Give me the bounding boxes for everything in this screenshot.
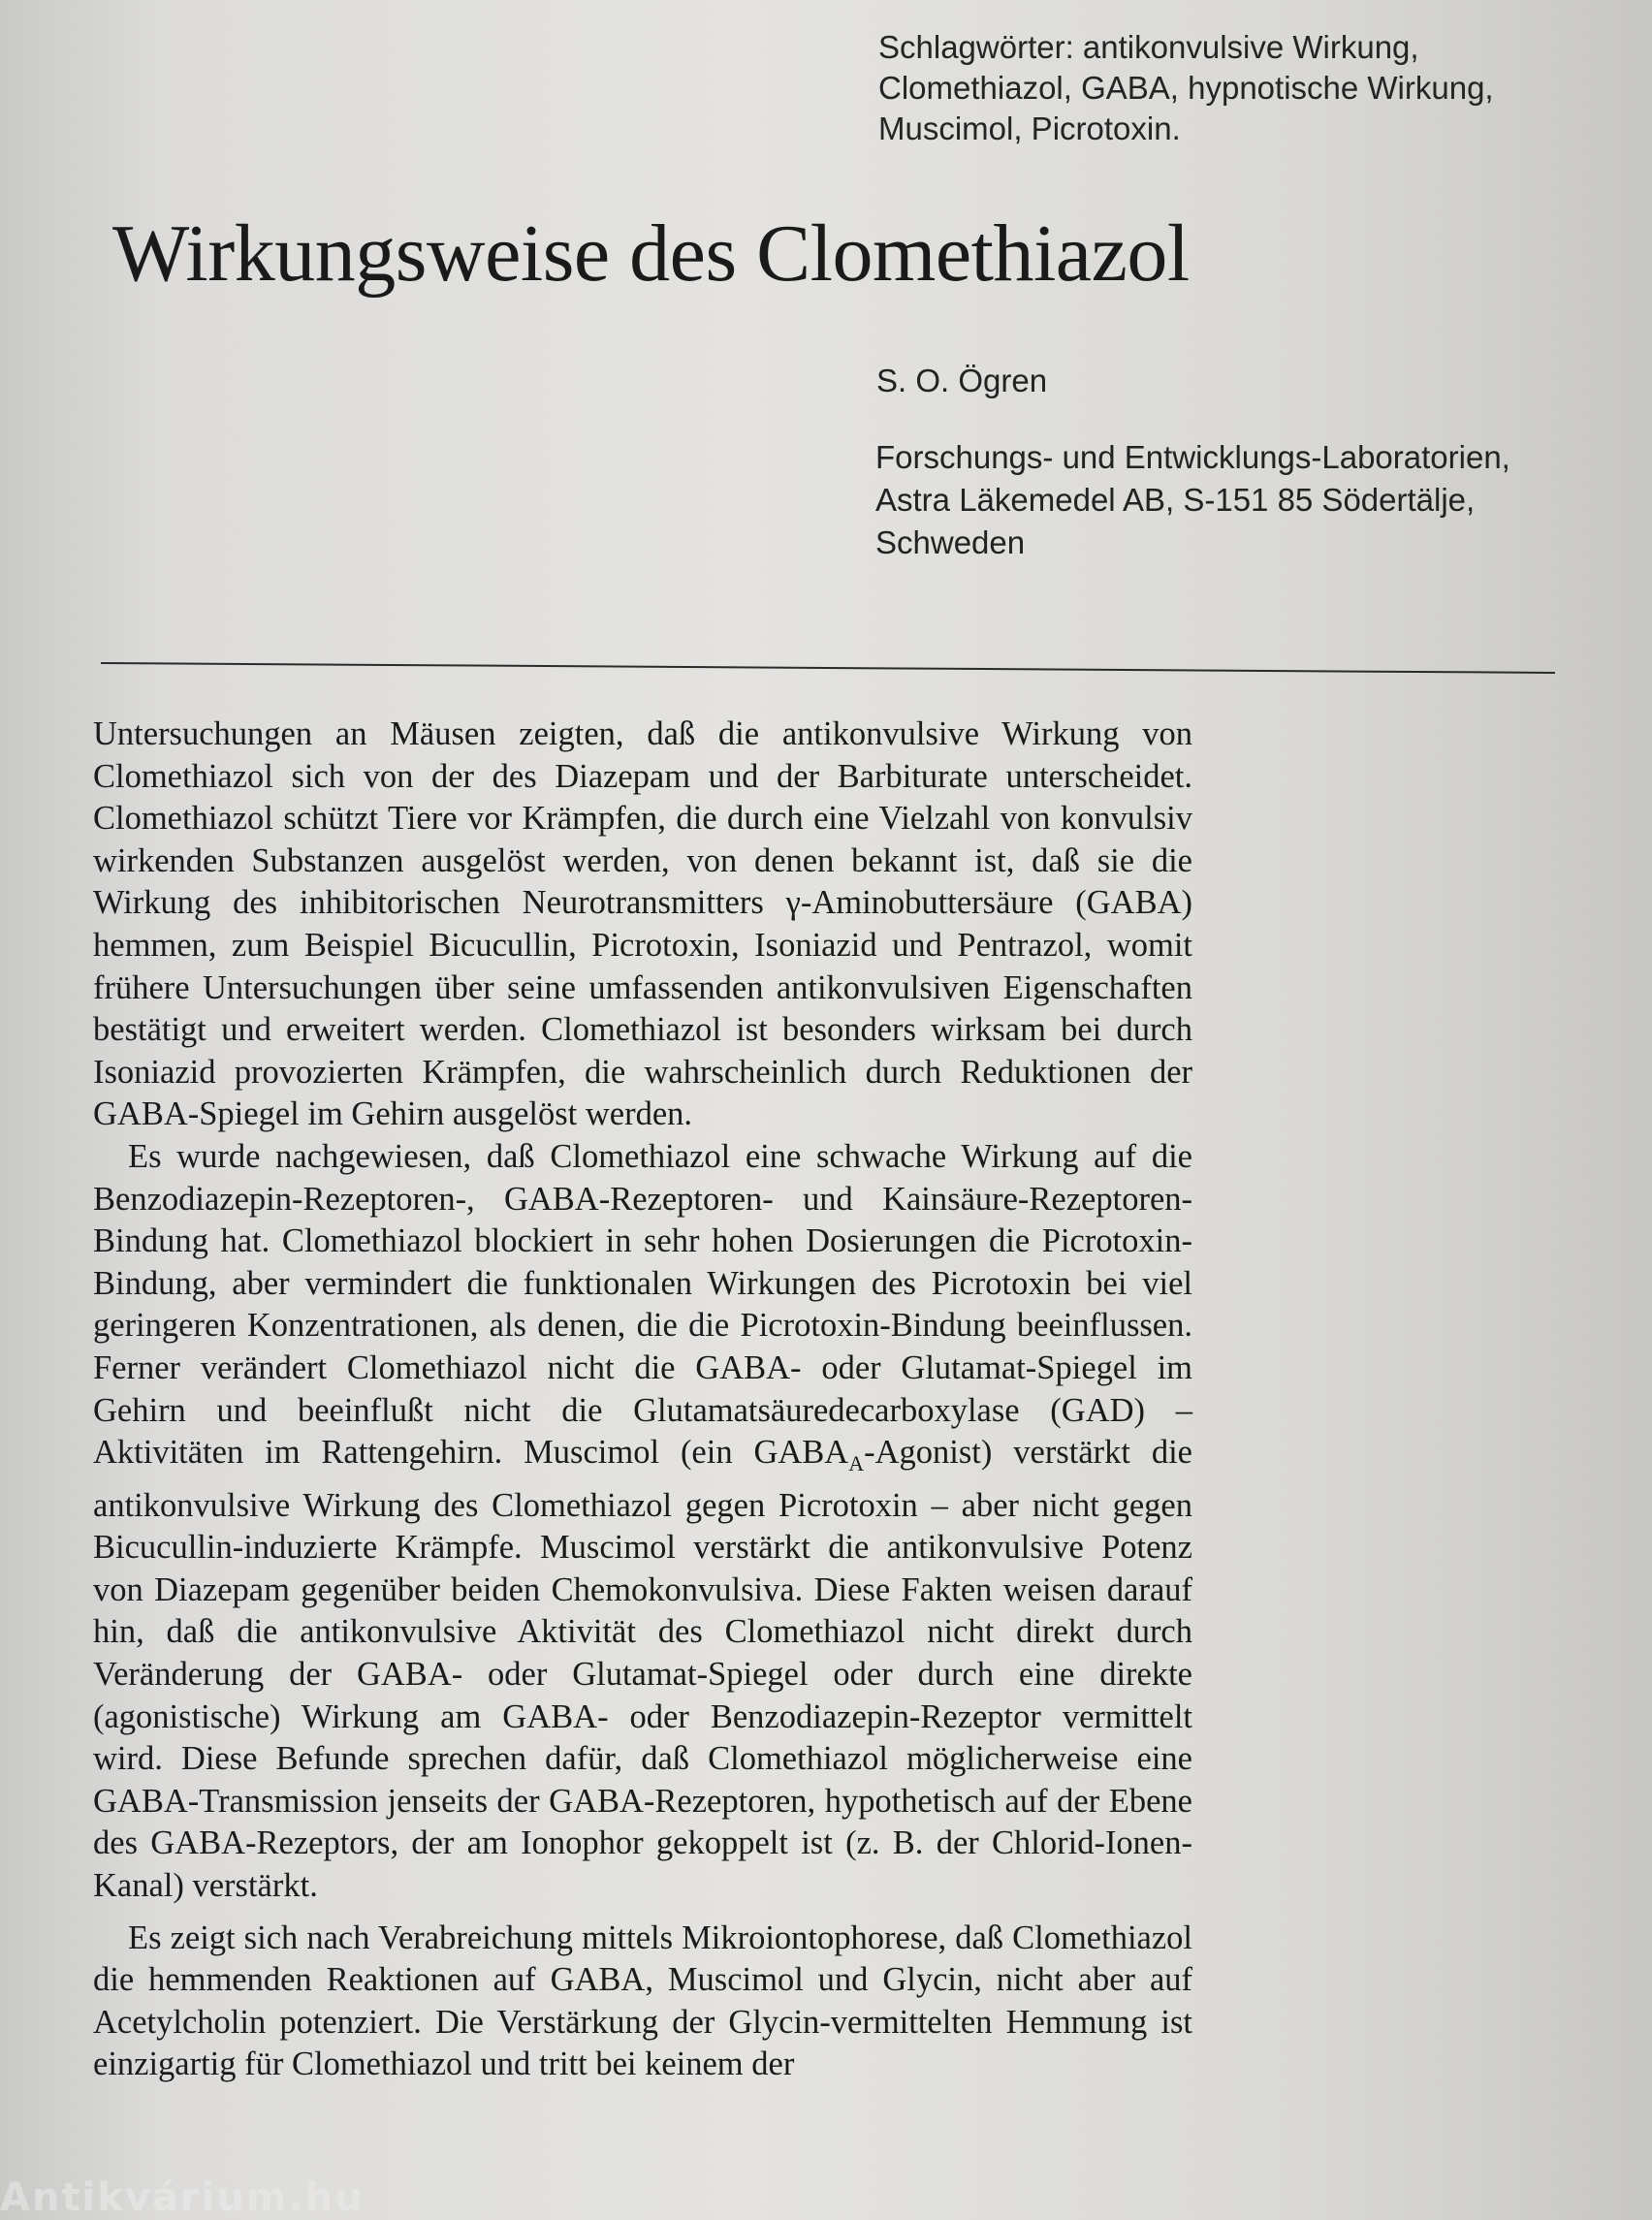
abstract-body — [93, 714, 1192, 2086]
horizontal-divider — [101, 662, 1555, 674]
article-title: Wirkungsweise des Clomethiazol — [112, 208, 1190, 299]
abstract-paragraph-1: Untersuchungen an Mäusen zeigten, daß die antikonvulsive Wirkung von Clomethiazol sich von der des Diazepam und der Barbiturate unterscheidet. Clomethiazol schützt Tiere vor Krämpfen, die durch eine Vielzahl von konvulsiv wirkenden Substanzen ausgelöst werden, von denen bekannt ist, daß sie die Wirkung des inhibitorischen Neurotransmitters γ-Aminobuttersäure (GABA) hemmen, zum Beispiel Bicucullin, Picrotoxin, Isoniazid und Pentrazol, womit frühere Untersuchungen über seine umfassenden antikonvulsiven Eigenschaften bestätigt und erweitert werden. Clomethiazol ist besonders wirksam bei durch Isoniazid provozierten Krämpfen, die wahrscheinlich durch Reduktionen der GABA-Spiegel im Gehirn ausgelöst werden. — [93, 715, 1192, 1133]
subscript: A — [848, 1450, 865, 1475]
author-affiliation — [875, 436, 1612, 564]
affiliation-line: Schweden — [875, 524, 1026, 560]
watermark: Antikvárium.hu — [0, 2175, 365, 2220]
keywords-line: Schlagwörter: antikonvulsive Wirkung, — [878, 29, 1419, 65]
paragraph-text: -Agonist) verstärkt die antikonvulsive Wirkung des Clomethiazol gegen Picrotoxin – aber nicht gegen Bicucullin-induzierte Krämpfe. Muscimol verstärkt die antikonvulsive Potenz von Diazepam gegenüber beiden Chemokonvulsiva. Diese Fakten weisen darauf hin, daß die antikonvulsive Aktivität des Clomethiazol nicht direkt durch Veränderung der GABA- oder Glutamat-Spiegel oder durch eine direkte (agonistische) Wirkung am GABA- oder Benzodiazepin-Rezeptor vermittelt wird. Diese Befunde sprechen dafür, daß Clomethiazol möglicherweise eine GABA-Transmission jenseits der GABA-Rezeptoren, hypothetisch auf der Ebene des GABA-Rezeptors, der am Ionophor gekoppelt ist (z. B. der Chlorid-Ionen-Kanal) verstärkt. — [93, 1434, 1192, 1904]
author-name: S. O. Ögren — [876, 363, 1048, 398]
affiliation-line: Astra Läkemedel AB, S-151 85 Södertälje, — [875, 482, 1476, 518]
abstract-paragraph-3: Es zeigt sich nach Verabreichung mittels Mikroiontophorese, daß Clomethiazol die hemmenden Reaktionen auf GABA, Muscimol und Glycin, nicht aber auf Acetylcholin potenziert. Die Verstärkung der Glycin-vermittelten Hemmung ist einzigartig für Clomethiazol und tritt bei keinem der — [93, 1919, 1192, 2083]
keywords-block — [878, 27, 1596, 149]
keywords-line: Muscimol, Picrotoxin. — [878, 111, 1181, 146]
abstract-paragraph-2 — [93, 1136, 1192, 1908]
keywords-line: Clomethiazol, GABA, hypnotische Wirkung, — [878, 70, 1494, 106]
affiliation-line: Forschungs- und Entwicklungs-Laboratorien, — [875, 439, 1510, 475]
paragraph-text: Es wurde nachgewiesen, daß Clomethiazol eine schwache Wirkung auf die Benzodiazepin-Rezeptoren-, GABA-Rezeptoren- und Kainsäure-Rezeptoren-Bindung hat. Clomethiazol blockiert in sehr hohen Dosierungen die Picrotoxin-Bindung, aber vermindert die funktionalen Wirkungen des Picrotoxin bei viel geringeren Konzentrationen, als denen, die die Picrotoxin-Bindung beeinflussen. Ferner verändert Clomethiazol nicht die GABA- oder Glutamat-Spiegel im Gehirn und beeinflußt nicht die Glutamatsäuredecarboxylase (GAD) – Aktivitäten im Rattengehirn. Muscimol (ein GABA — [93, 1137, 1192, 1472]
